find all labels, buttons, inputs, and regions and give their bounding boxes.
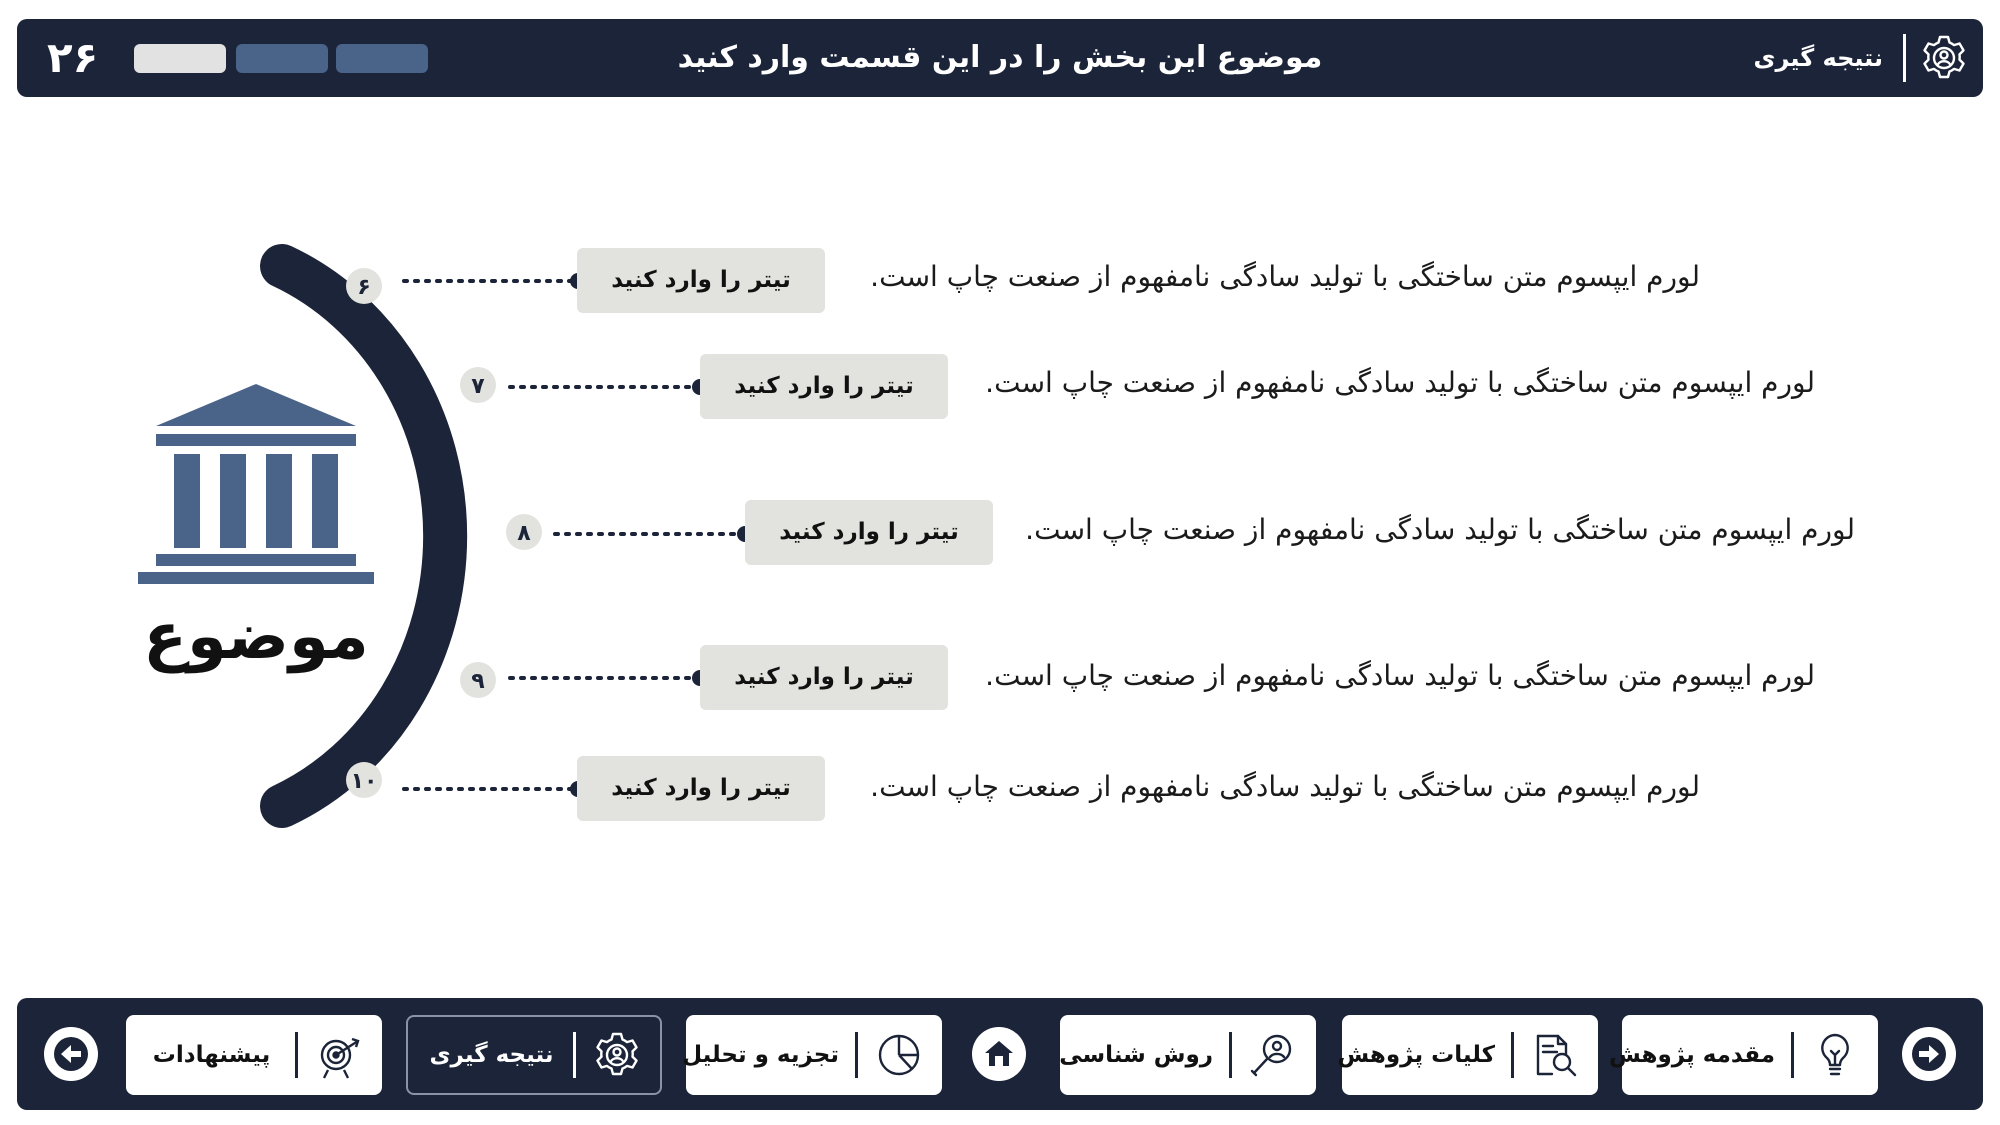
nav-label: روش شناسی bbox=[1059, 1042, 1213, 1068]
page-title[interactable]: موضوع این بخش را در این قسمت وارد کنید bbox=[677, 40, 1323, 75]
number-badge-5 bbox=[346, 762, 382, 798]
lightbulb-icon bbox=[1810, 1030, 1860, 1080]
divider bbox=[855, 1032, 858, 1078]
number-badge-1 bbox=[346, 268, 382, 304]
gear-user-icon bbox=[592, 1030, 642, 1080]
page-number: ۲۶ bbox=[47, 33, 99, 82]
number-badge-label: ۷ bbox=[471, 374, 485, 399]
nav-introduction-button[interactable] bbox=[1609, 1015, 1878, 1095]
connector-1 bbox=[404, 273, 586, 289]
number-badge-label: ۱۰ bbox=[350, 769, 378, 794]
divider bbox=[573, 1032, 576, 1078]
item-text-3[interactable]: لورم ایپسوم متن ساختگی با تولید سادگی نامفهوم از صنعت چاپ است. bbox=[1025, 513, 1855, 546]
number-badge-label: ۸ bbox=[517, 521, 531, 546]
number-badge-2 bbox=[460, 367, 496, 403]
magnifier-person-icon bbox=[1248, 1030, 1298, 1080]
number-badge-label: ۶ bbox=[357, 275, 371, 300]
number-badge-4 bbox=[460, 662, 496, 698]
item-title-1[interactable]: تیتر را وارد کنید bbox=[577, 248, 825, 313]
nav-methodology-button[interactable] bbox=[1060, 1015, 1316, 1095]
item-title-4[interactable]: تیتر را وارد کنید bbox=[700, 645, 948, 710]
connector-5 bbox=[404, 781, 586, 797]
item-title-3[interactable]: تیتر را وارد کنید bbox=[745, 500, 993, 565]
item-title-5[interactable]: تیتر را وارد کنید bbox=[577, 756, 825, 821]
number-badge-label: ۹ bbox=[471, 669, 485, 694]
building-icon bbox=[138, 384, 374, 586]
nav-overview-button[interactable] bbox=[1337, 1015, 1598, 1095]
section-name: نتیجه گیری bbox=[1753, 44, 1883, 72]
divider bbox=[1791, 1032, 1794, 1078]
divider bbox=[1511, 1032, 1514, 1078]
nav-analysis-button[interactable] bbox=[682, 1015, 942, 1095]
home-icon bbox=[981, 1036, 1017, 1072]
document-search-icon bbox=[1530, 1030, 1580, 1080]
next-button[interactable] bbox=[1902, 1027, 1956, 1081]
item-text-1[interactable]: لورم ایپسوم متن ساختگی با تولید سادگی نامفهوم از صنعت چاپ است. bbox=[870, 260, 1700, 293]
subject-title[interactable]: موضوع bbox=[143, 600, 369, 674]
pie-chart-icon bbox=[874, 1030, 924, 1080]
number-badge-3 bbox=[506, 514, 542, 550]
connector-4 bbox=[510, 670, 708, 686]
connector-3 bbox=[555, 526, 753, 542]
nav-suggestions-button[interactable] bbox=[126, 1015, 382, 1095]
nav-label: پیشنهادات bbox=[152, 1042, 271, 1068]
divider bbox=[295, 1032, 298, 1078]
nav-label: نتیجه گیری bbox=[429, 1042, 554, 1068]
nav-label: تجزیه و تحلیل bbox=[682, 1042, 839, 1068]
arrow-left-icon bbox=[51, 1034, 91, 1074]
nav-label: کلیات پژوهش bbox=[1337, 1042, 1495, 1068]
item-text-5[interactable]: لورم ایپسوم متن ساختگی با تولید سادگی نامفهوم از صنعت چاپ است. bbox=[870, 770, 1700, 803]
nav-label: مقدمه پژوهش bbox=[1609, 1042, 1775, 1068]
prev-button[interactable] bbox=[44, 1027, 98, 1081]
item-text-2[interactable]: لورم ایپسوم متن ساختگی با تولید سادگی نامفهوم از صنعت چاپ است. bbox=[985, 366, 1815, 399]
connector-2 bbox=[510, 379, 708, 395]
nav-conclusion-button[interactable] bbox=[406, 1015, 662, 1095]
arrow-right-icon bbox=[1909, 1034, 1949, 1074]
home-button[interactable] bbox=[972, 1027, 1026, 1081]
target-arrow-icon bbox=[314, 1030, 364, 1080]
item-title-2[interactable]: تیتر را وارد کنید bbox=[700, 354, 948, 419]
divider bbox=[1229, 1032, 1232, 1078]
item-text-4[interactable]: لورم ایپسوم متن ساختگی با تولید سادگی نامفهوم از صنعت چاپ است. bbox=[985, 659, 1815, 692]
